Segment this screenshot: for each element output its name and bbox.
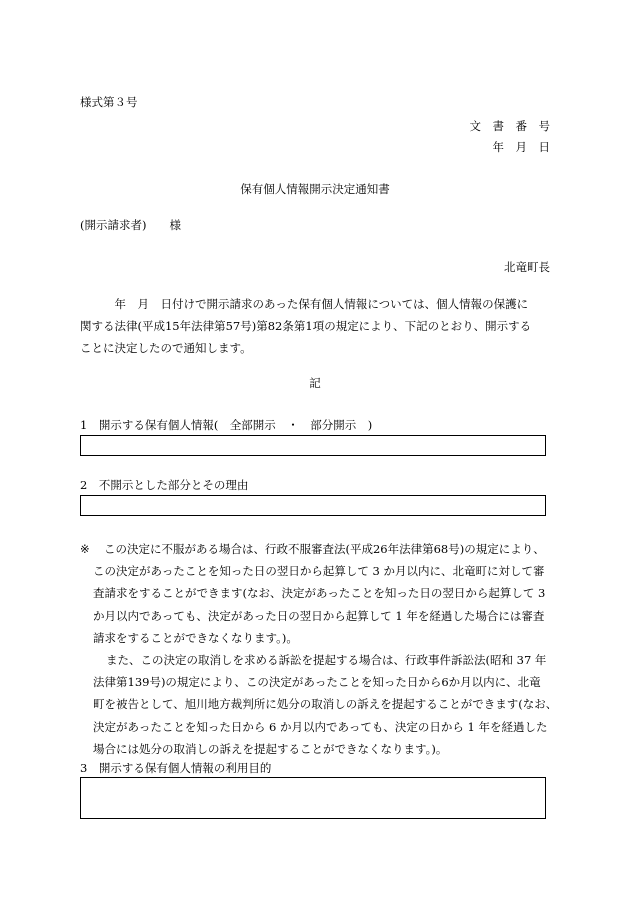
notice-line: 法律第139号)の規定により、この決定があったことを知った日から6か月以内に、北竜	[93, 675, 541, 690]
body-paragraph	[80, 293, 550, 359]
date-label: 年 月 日	[492, 140, 550, 154]
section1-label: 1 開示する保有個人情報( 全部開示 ・ 部分開示 )	[80, 418, 373, 432]
ki-heading: 記	[309, 376, 321, 390]
notice-line: 場合には処分の取消しの訴えを提起することができなくなります。)。	[93, 741, 448, 756]
notice-line: 決定があったことを知った日から 6 か月以内であっても、決定の日から 1 年を経過した	[93, 719, 548, 734]
document-number-label: 文 書 番 号	[469, 119, 550, 133]
notice-line: か月以内であっても、決定があった日の翌日から起算して 1 年を経過した場合には審査	[93, 608, 545, 623]
notice-line: ※ この決定に不服がある場合は、行政不服審査法(平成26年法律第68号)の規定により、	[80, 538, 560, 560]
section2-label: 2 不開示とした部分とその理由	[80, 478, 249, 492]
section3-label: 3 開示する保有個人情報の利用目的	[80, 761, 272, 775]
section3-field[interactable]	[80, 777, 546, 819]
addressee: (開示請求者) 様	[80, 218, 181, 232]
section1-field[interactable]	[80, 435, 546, 456]
form-number: 様式第３号	[80, 95, 138, 109]
notice-line: また、この決定の取消しを求める訴訟を提起する場合は、行政事件訴訟法(昭和 37 年	[106, 653, 547, 668]
body-line: 年 月 日付けで開示請求のあった保有個人情報については、個人情報の保護に	[80, 297, 529, 311]
notice-line: 査請求をすることができます(なお、決定があったことを知った日の翌日から起算して 3	[93, 586, 546, 601]
notice-mark: ※	[80, 542, 90, 556]
appeal-notice	[80, 538, 560, 760]
issuer: 北竜町長	[504, 260, 550, 274]
notice-line: この決定があったことを知った日の翌日から起算して 3 か月以内に、北竜町に対して審	[93, 564, 545, 579]
notice-line: 町を被告として、旭川地方裁判所に処分の取消しの訴えを提起することができます(なお、	[93, 697, 558, 712]
notice-line: 請求をすることができなくなります。)。	[93, 630, 298, 645]
body-line: 関する法律(平成15年法律第57号)第82条第1項の規定により、下記のとおり、開示する	[80, 319, 532, 333]
section2-field[interactable]	[80, 495, 546, 516]
body-line: ことに決定したので通知します。	[80, 341, 252, 355]
document-title: 保有個人情報開示決定通知書	[240, 182, 390, 196]
